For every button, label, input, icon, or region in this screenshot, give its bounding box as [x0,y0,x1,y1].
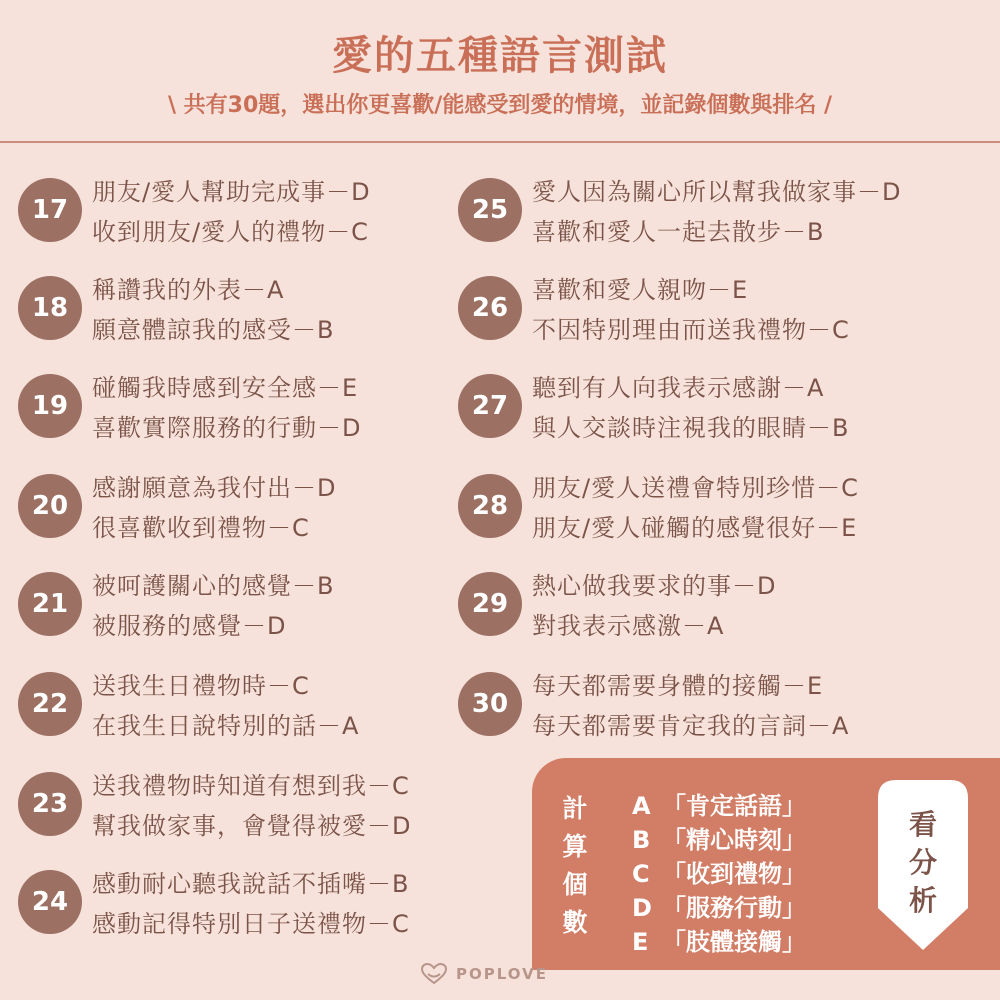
question-option-1: 朋友/愛人幫助完成事－D [92,178,371,206]
question-option-2: 在我生日說特別的話－A [92,712,360,740]
header-divider [0,141,1000,143]
question-number-badge: 21 [18,572,82,636]
question-item-28 [458,466,928,546]
question-option-1: 朋友/愛人送禮會特別珍惜－C [532,474,859,502]
cta-char: 析 [908,884,937,917]
question-option-1: 喜歡和愛人親吻－E [532,276,749,304]
question-item-18 [18,268,488,348]
cta-char: 看 [908,808,937,841]
love-language-name: 「收到禮物」 [662,860,806,888]
love-language-name: 「肯定話語」 [662,792,806,820]
question-option-1: 被呵護關心的感覺－B [92,572,335,600]
question-number-badge: 19 [18,374,82,438]
question-option-2: 願意體諒我的感受－B [92,316,335,344]
love-language-row-e [632,922,806,956]
question-option-2: 被服務的感覺－D [92,612,287,640]
question-number-badge: 29 [458,572,522,636]
love-language-name: 「服務行動」 [662,894,806,922]
question-option-2: 不因特別理由而送我禮物－C [532,316,850,344]
see-analysis-button[interactable] [878,780,968,950]
question-option-2: 對我表示感激－A [532,612,725,640]
question-item-24 [18,862,488,942]
question-number-badge: 23 [18,772,82,836]
love-language-key: E [632,928,649,956]
cta-char: 分 [908,846,937,879]
heart-hands-icon [420,962,448,986]
question-item-19 [18,366,488,446]
question-option-2: 與人交談時注視我的眼睛－B [532,414,850,442]
question-number-badge: 27 [458,374,522,438]
question-option-1: 聽到有人向我表示感謝－A [532,374,825,402]
see-analysis-label [878,806,968,920]
love-language-key: A [632,792,651,820]
scoring-label-char: 數 [562,908,588,937]
brand-name: POPLOVE [456,965,548,983]
question-number-badge: 17 [18,178,82,242]
love-language-name: 「精心時刻」 [662,826,806,854]
page-subtitle: \ 共有30題，選出你更喜歡/能感受到愛的情境，並記錄個數與排名 / [167,93,833,118]
question-number-badge: 18 [18,276,82,340]
question-item-25 [458,170,994,250]
question-option-1: 感動耐心聽我說話不插嘴－B [92,870,410,898]
love-language-key: D [632,894,652,922]
question-option-2: 每天都需要肯定我的言詞－A [532,712,850,740]
question-option-1: 送我生日禮物時－C [92,672,310,700]
question-item-26 [458,268,928,348]
question-option-1: 碰觸我時感到安全感－E [92,374,359,402]
scoring-label-char: 計 [562,794,588,823]
question-item-29 [458,564,928,644]
love-language-name: 「肢體接觸」 [662,928,806,956]
scoring-label-char: 算 [562,832,588,861]
question-option-2: 幫我做家事，會覺得被愛－D [92,812,412,840]
question-number-badge: 20 [18,474,82,538]
love-language-row-b [632,820,806,854]
question-item-30 [458,664,928,744]
question-item-22 [18,664,488,744]
question-option-2: 喜歡和愛人一起去散步－B [532,218,825,246]
question-option-2: 很喜歡收到禮物－C [92,514,310,542]
question-option-1: 熱心做我要求的事－D [532,572,777,600]
question-number-badge: 30 [458,672,522,736]
question-option-1: 稱讚我的外表－A [92,276,285,304]
question-item-27 [458,366,928,446]
question-number-badge: 22 [18,672,82,736]
love-language-row-c [632,854,806,888]
love-language-key: C [632,860,650,888]
question-number-badge: 24 [18,870,82,934]
question-option-2: 朋友/愛人碰觸的感覺很好－E [532,514,858,542]
question-option-2: 收到朋友/愛人的禮物－C [92,218,369,246]
question-number-badge: 25 [458,178,522,242]
page-title: 愛的五種語言測試 [332,33,668,79]
question-option-2: 感動記得特別日子送禮物－C [92,910,410,938]
question-item-21 [18,564,488,644]
question-option-2: 喜歡實際服務的行動－D [92,414,362,442]
question-number-badge: 26 [458,276,522,340]
question-item-20 [18,466,488,546]
love-language-row-d [632,888,806,922]
question-option-1: 感謝願意為我付出－D [92,474,337,502]
question-number-badge: 28 [458,474,522,538]
love-language-row-a [632,786,806,820]
scoring-label-char: 個 [562,870,588,899]
question-item-17 [18,170,488,250]
love-language-key: B [632,826,651,854]
scoring-panel [532,758,1000,970]
question-option-1: 每天都需要身體的接觸－E [532,672,824,700]
question-option-1: 愛人因為關心所以幫我做家事－D [532,178,902,206]
question-option-1: 送我禮物時知道有想到我－C [92,772,410,800]
scoring-panel-label [558,790,592,942]
question-item-23 [18,764,488,844]
